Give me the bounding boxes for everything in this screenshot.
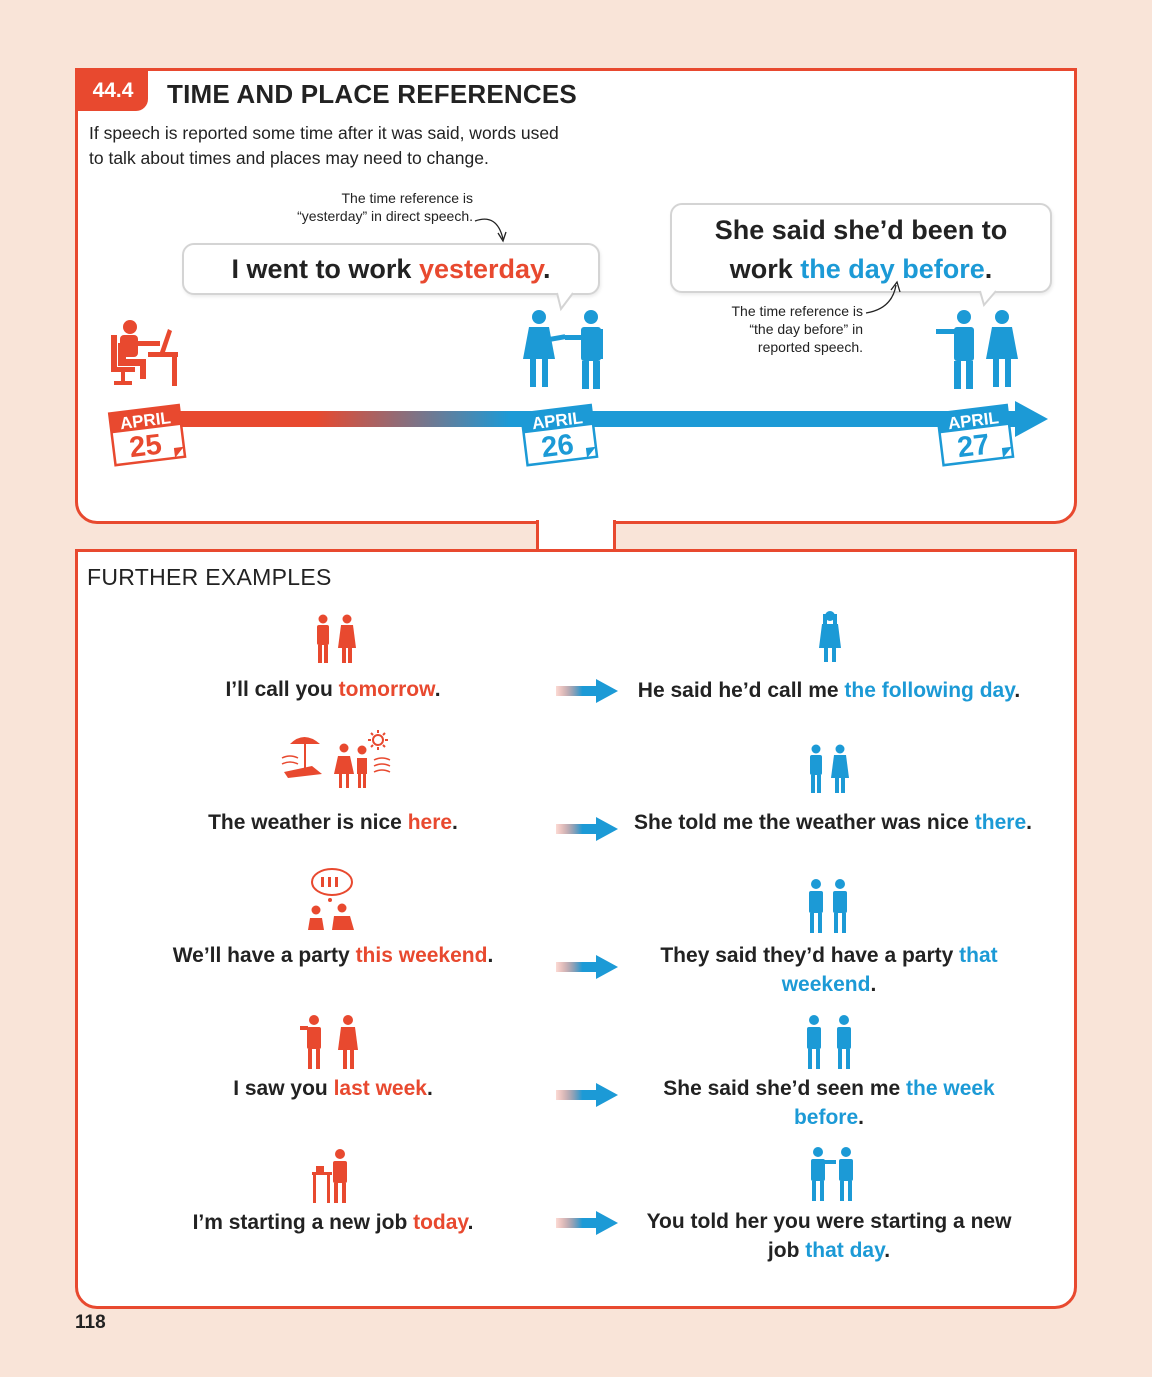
example-2-reported-suffix: . xyxy=(1026,811,1032,834)
example-2-reported xyxy=(633,808,1033,837)
example-1-reported-text: He said he’d call me xyxy=(637,679,845,702)
two-people-talking-icon xyxy=(311,614,361,664)
example-1-direct xyxy=(113,675,553,704)
example-1-reported xyxy=(629,676,1029,705)
example-3-direct xyxy=(113,941,553,970)
example-5-reported-text: You told her you were starting a new job xyxy=(646,1210,1012,1262)
page-number: 118 xyxy=(75,1312,106,1333)
two-people-icon xyxy=(521,307,611,397)
two-people-walking-icon xyxy=(804,878,854,936)
calendar-26-day: 26 xyxy=(539,428,576,465)
example-4-direct-suffix: . xyxy=(426,1077,433,1100)
further-examples-heading: FURTHER EXAMPLES xyxy=(87,564,332,590)
reported-speech-bubble xyxy=(670,203,1052,293)
pointing-people-icon xyxy=(944,307,1024,397)
desk-worker-icon xyxy=(108,319,188,389)
example-4-reported xyxy=(629,1074,1029,1132)
arrow-right-icon xyxy=(556,1082,620,1108)
example-3-reported xyxy=(629,941,1029,999)
reported-bubble-line2-text: work xyxy=(729,254,801,284)
calendar-26-month: APRIL xyxy=(530,408,584,434)
example-3-direct-suffix: . xyxy=(487,944,494,967)
example-5-direct-suffix: . xyxy=(467,1211,474,1234)
two-people-talking-icon xyxy=(804,744,854,794)
reported-speech-note: The time reference is “the day before” in reported speech. xyxy=(731,303,863,355)
example-2-reported-text: She told me the weather was nice xyxy=(634,811,975,834)
example-1-direct-highlight: tomorrow xyxy=(338,678,435,701)
beach-icon xyxy=(282,730,392,790)
person-on-phone-icon xyxy=(816,610,846,666)
reported-bubble-highlight: the day before xyxy=(800,254,985,284)
thought-party-icon xyxy=(304,868,364,930)
reported-bubble-suffix: . xyxy=(984,254,993,284)
example-4-reported-highlight: the week before xyxy=(793,1077,995,1129)
example-4-reported-suffix: . xyxy=(858,1106,865,1129)
person-at-desk-icon xyxy=(310,1148,358,1204)
example-1-reported-suffix: . xyxy=(1014,679,1021,702)
example-1-reported-highlight: the following day xyxy=(844,679,1015,702)
example-4-direct xyxy=(113,1074,553,1103)
time-place-panel xyxy=(75,68,1077,524)
example-5-reported xyxy=(629,1207,1029,1265)
direct-bubble-suffix: . xyxy=(543,254,551,284)
example-4-reported-text: She said she’d seen me xyxy=(663,1077,907,1100)
section-intro: If speech is reported some time after it was said, words used to talk about times and places may need to change. xyxy=(89,123,559,168)
example-2-direct xyxy=(113,808,553,837)
calendar-27-day: 27 xyxy=(955,428,992,465)
two-people-pointing-icon xyxy=(804,1146,864,1202)
direct-bubble-highlight: yesterday xyxy=(418,254,544,284)
direct-speech-bubble xyxy=(182,243,600,295)
example-5-reported-highlight: that day xyxy=(805,1239,885,1262)
arrow-right-icon xyxy=(556,816,620,842)
example-2-direct-highlight: here xyxy=(407,811,453,834)
example-5-direct xyxy=(113,1208,553,1237)
example-1-direct-suffix: . xyxy=(434,678,441,701)
example-2-direct-suffix: . xyxy=(452,811,458,834)
calendar-icon-25 xyxy=(108,399,188,469)
calendar-icon-26 xyxy=(520,399,600,469)
further-examples-panel xyxy=(75,549,1077,1309)
note-pointer-2 xyxy=(864,279,914,319)
calendar-27-month: APRIL xyxy=(946,408,1000,434)
reported-bubble-line1: She said she’d been to xyxy=(714,215,1008,245)
example-2-direct-text: The weather is nice xyxy=(208,811,408,834)
calendar-icon-27 xyxy=(936,399,1016,469)
reported-bubble-line2 xyxy=(672,250,1050,289)
example-5-direct-highlight: today xyxy=(413,1211,468,1234)
calendar-25-month: APRIL xyxy=(118,408,172,434)
example-3-direct-text: We’ll have a party xyxy=(172,944,356,967)
example-4-direct-text: I saw you xyxy=(233,1077,334,1100)
example-4-direct-highlight: last week xyxy=(333,1077,427,1100)
example-3-reported-text: They said they’d have a party xyxy=(660,944,960,967)
example-2-reported-highlight: there xyxy=(974,811,1027,834)
example-5-direct-text: I’m starting a new job xyxy=(192,1211,414,1234)
example-1-direct-text: I’ll call you xyxy=(225,678,339,701)
example-3-direct-highlight: this weekend xyxy=(355,944,488,967)
direct-speech-note: The time reference is “yesterday” in direct speech. xyxy=(297,190,473,224)
two-people-standing-icon xyxy=(800,1014,860,1070)
direct-bubble-text: I went to work xyxy=(231,254,419,284)
section-title: TIME AND PLACE REFERENCES xyxy=(167,79,577,109)
two-people-talking-icon xyxy=(300,1014,366,1070)
calendar-25-day: 25 xyxy=(127,428,164,465)
section-number-badge: 44.4 xyxy=(78,71,148,111)
example-5-reported-suffix: . xyxy=(884,1239,891,1262)
example-3-reported-suffix: . xyxy=(870,973,877,996)
arrow-right-icon xyxy=(556,954,620,980)
arrow-right-icon xyxy=(556,1210,620,1236)
example-3-reported-highlight: that weekend xyxy=(781,944,998,996)
arrow-right-icon xyxy=(556,678,620,704)
